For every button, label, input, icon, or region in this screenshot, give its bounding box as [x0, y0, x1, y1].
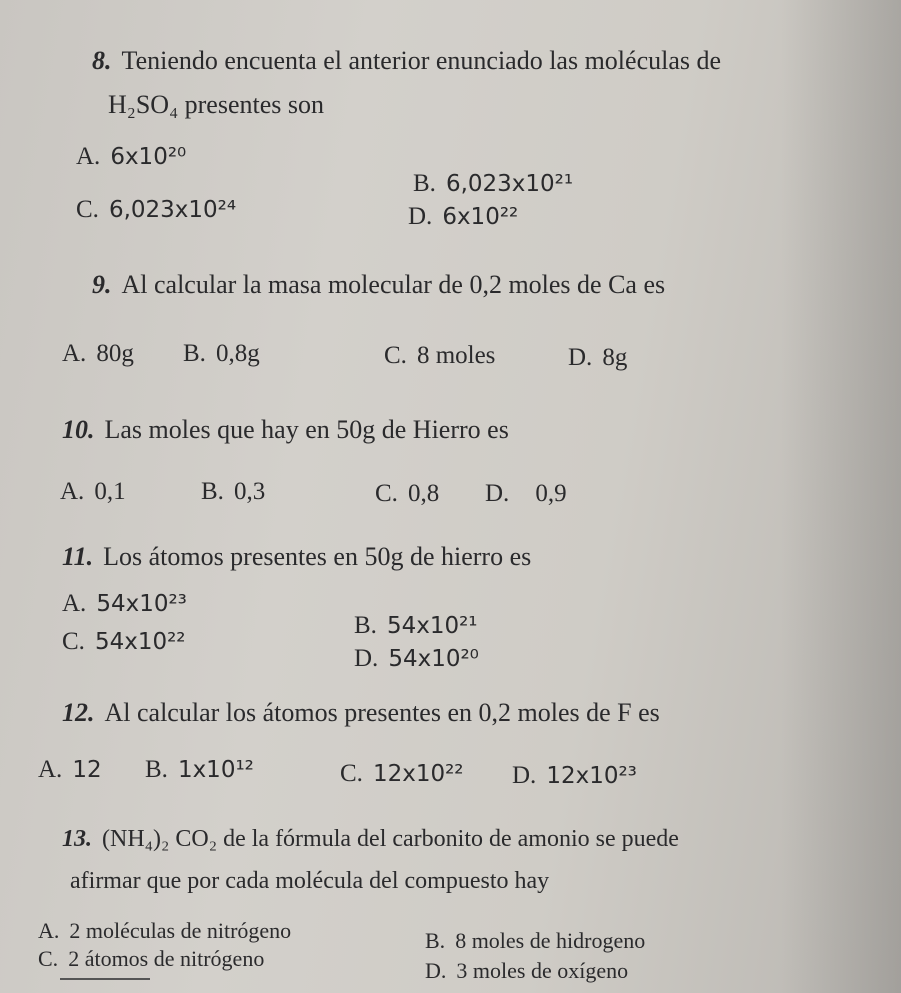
question-9-option-d[interactable]: D. 8g	[568, 344, 628, 371]
page-shadow	[781, 0, 901, 993]
question-13-stem-line2: afirmar que por cada molécula del compuesto hay	[70, 868, 550, 894]
question-11-option-c[interactable]: C. 54x10²²	[62, 628, 186, 655]
question-11-stem: 11. Los átomos presentes en 50g de hierro es	[62, 542, 532, 571]
question-10-option-b[interactable]: B. 0,3	[201, 478, 266, 505]
question-8-option-d[interactable]: D. 6x10²²	[408, 203, 519, 230]
question-13-stem-line1: 13. (NH₄)₂ CO₂ de la fórmula del carbonito de amonio se puede	[62, 826, 679, 852]
question-11-option-d[interactable]: D. 54x10²⁰	[354, 645, 479, 672]
question-12-stem: 12. Al calcular los átomos presentes en 0,2 moles de F es	[62, 698, 660, 727]
question-9-stem: 9. Al calcular la masa molecular de 0,2 moles de Ca es	[92, 270, 666, 299]
question-8-option-a[interactable]: A. 6x10²⁰	[76, 143, 187, 170]
question-13-option-c[interactable]: C. 2 átomos de nitrógeno	[38, 946, 265, 971]
question-13-option-a[interactable]: A. 2 moléculas de nitrógeno	[38, 918, 292, 943]
question-9-number: 9.	[92, 270, 112, 299]
question-11-option-b[interactable]: B. 54x10²¹	[354, 612, 478, 639]
question-10-option-c[interactable]: C. 0,8	[375, 480, 440, 507]
question-8-option-c[interactable]: C. 6,023x10²⁴	[76, 196, 237, 223]
question-13-number: 13.	[62, 826, 92, 852]
question-12-option-b[interactable]: B. 1x10¹²	[145, 756, 254, 783]
question-11-option-a[interactable]: A. 54x10²³	[62, 590, 187, 617]
question-12-option-a[interactable]: A. 12	[38, 756, 102, 783]
question-8-option-b[interactable]: B. 6,023x10²¹	[413, 170, 574, 197]
question-12-number: 12.	[62, 698, 95, 727]
question-10-option-d[interactable]: D. 0,9	[485, 480, 567, 507]
question-10-stem: 10. Las moles que hay en 50g de Hierro es	[62, 415, 509, 444]
question-13-option-d[interactable]: D. 3 moles de oxígeno	[425, 958, 629, 983]
question-13-option-b[interactable]: B. 8 moles de hidrogeno	[425, 928, 646, 953]
question-8-stem-line2: H₂SO₄ presentes son	[108, 90, 324, 119]
question-12-option-d[interactable]: D. 12x10²³	[512, 762, 637, 789]
question-11-number: 11.	[62, 542, 94, 571]
question-12-option-c[interactable]: C. 12x10²²	[340, 760, 464, 787]
question-10-number: 10.	[62, 415, 95, 444]
question-9-option-a[interactable]: A. 80g	[62, 340, 134, 367]
question-10-option-a[interactable]: A. 0,1	[60, 478, 126, 505]
question-9-option-b[interactable]: B. 0,8g	[183, 340, 260, 367]
question-8-number: 8.	[92, 46, 112, 75]
question-9-option-c[interactable]: C. 8 moles	[384, 342, 496, 369]
pen-underline-mark	[60, 978, 150, 980]
question-8-stem-line1: 8. Teniendo encuenta el anterior enunciado las moléculas de	[92, 46, 722, 75]
